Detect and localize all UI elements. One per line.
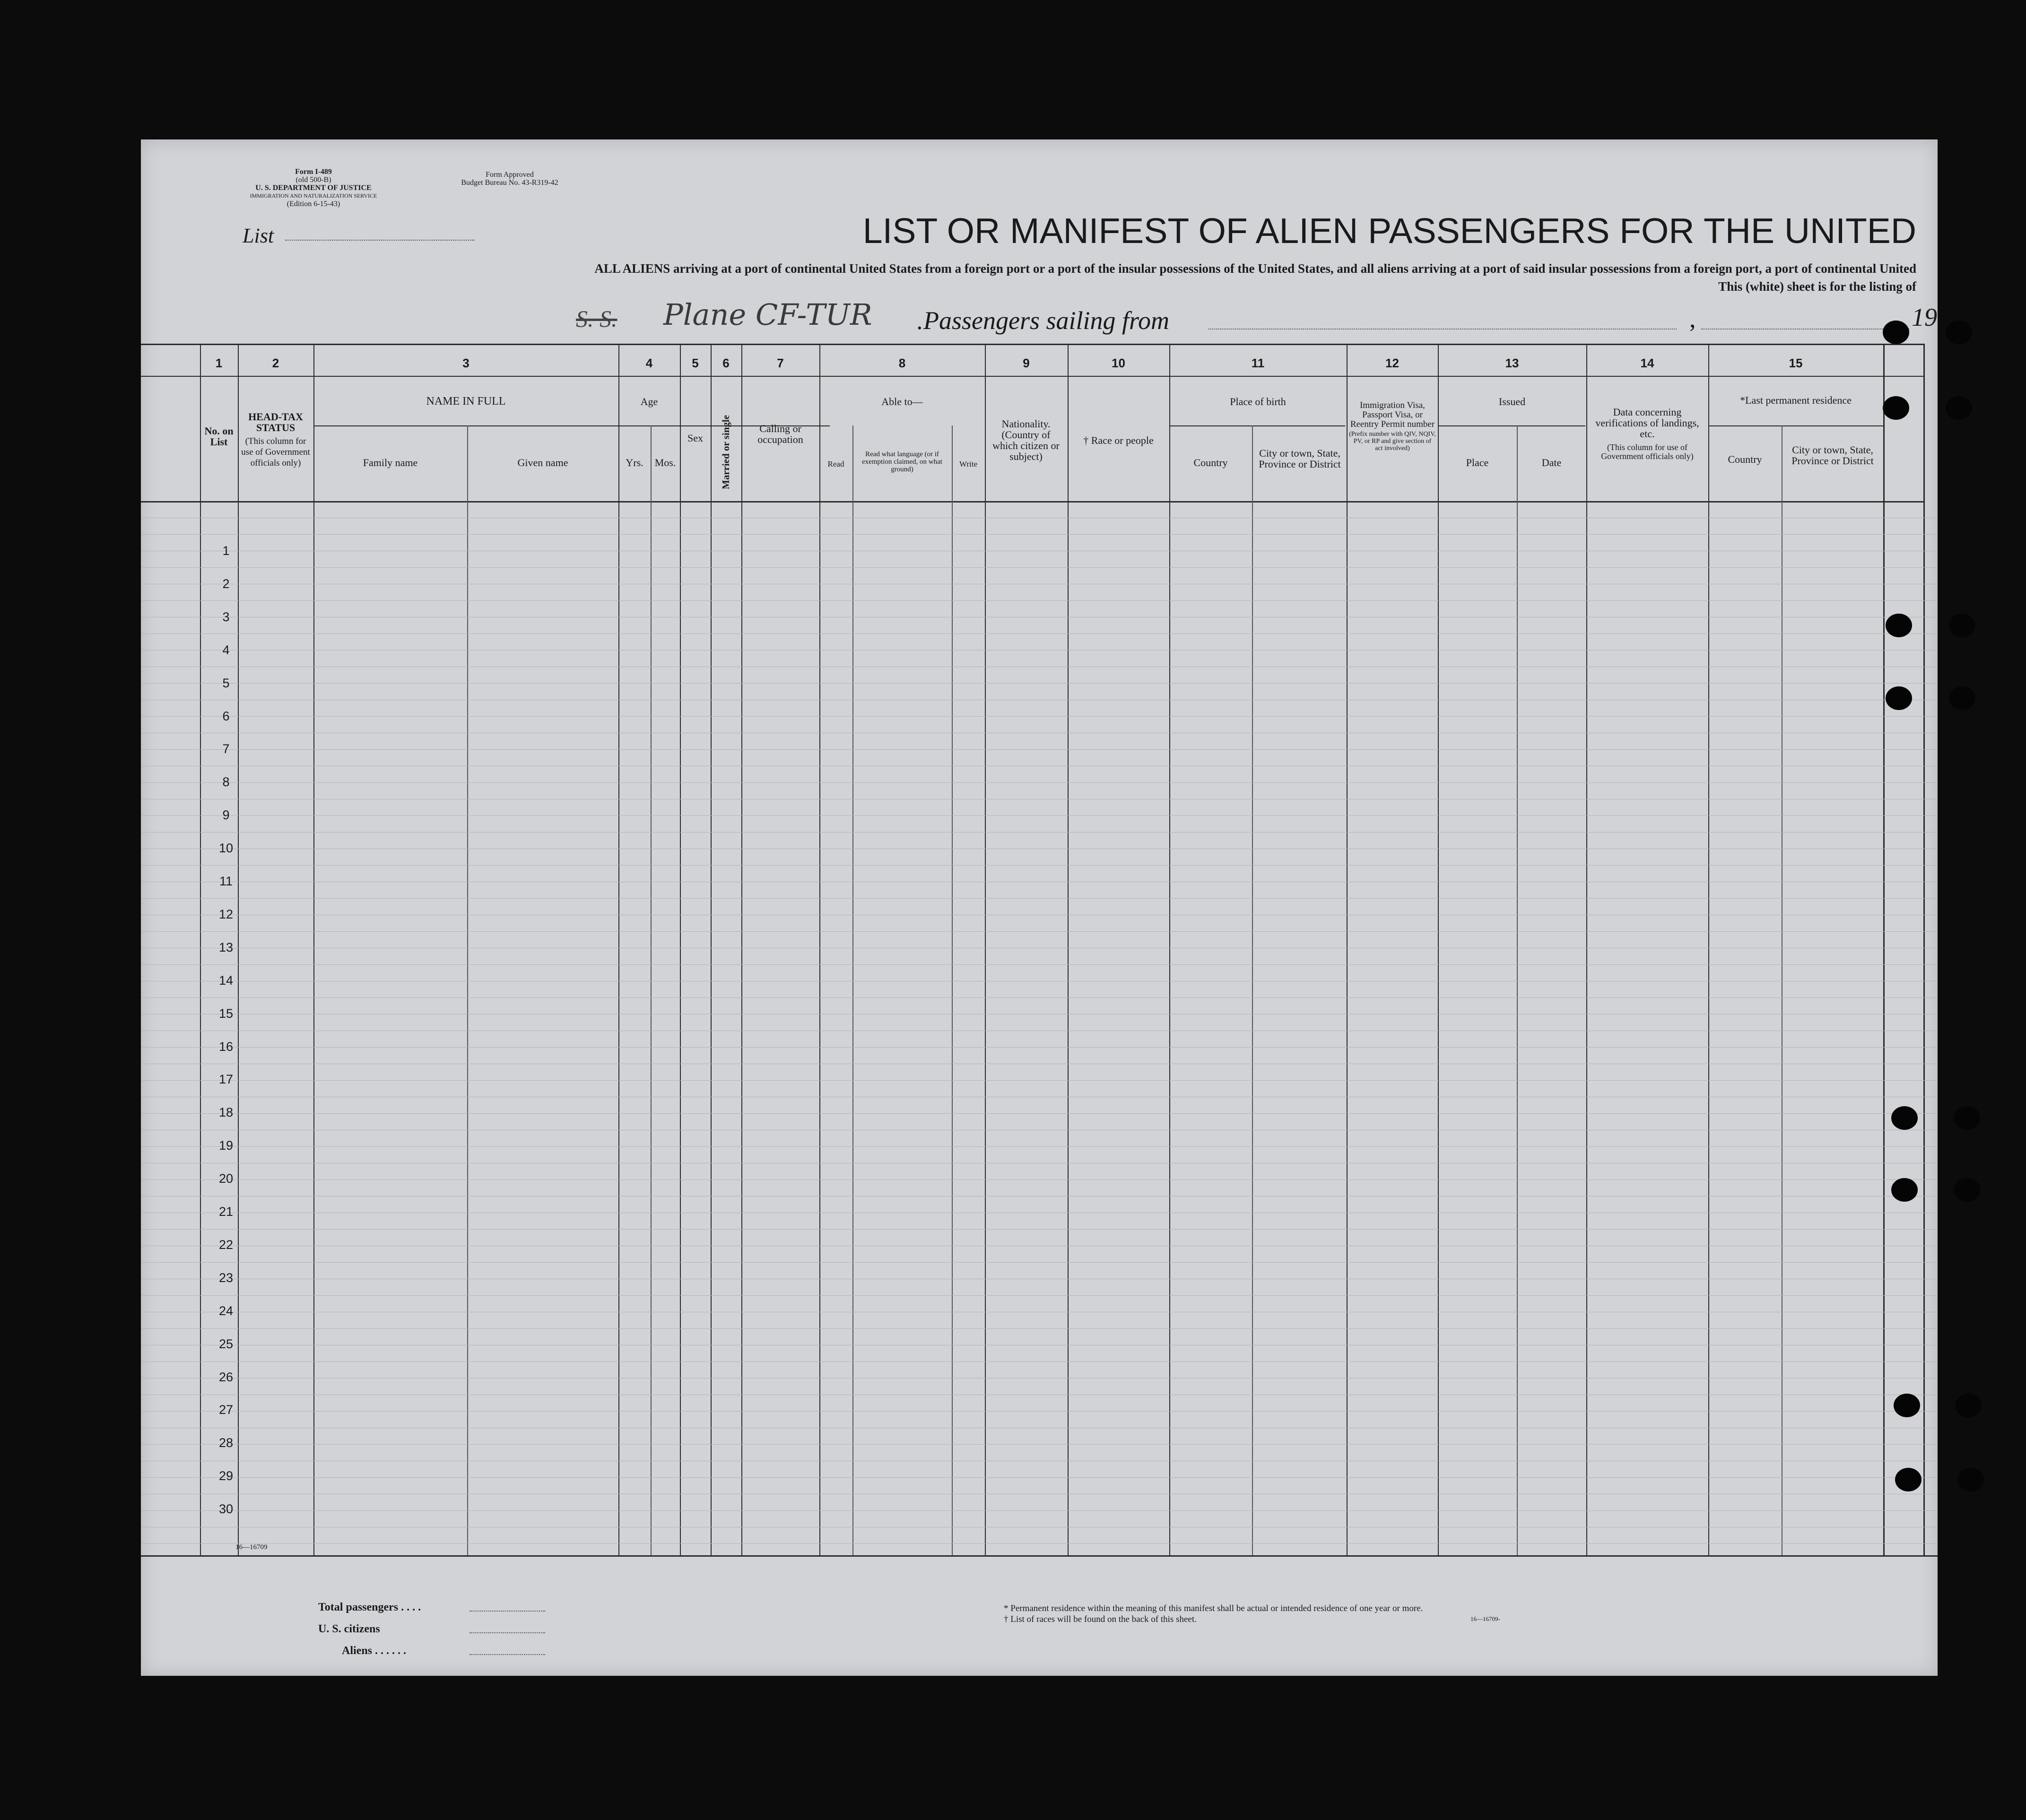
row-number: 29 bbox=[218, 1469, 234, 1483]
colnum-6: 6 bbox=[722, 356, 730, 370]
col-divider-4b bbox=[651, 425, 652, 1555]
footnote-races: † List of races will be found on the back of this sheet. bbox=[1004, 1614, 1197, 1624]
header-sex: Sex bbox=[687, 432, 703, 444]
ruled-line bbox=[141, 931, 1938, 932]
form-approved: Form Approved bbox=[486, 171, 534, 179]
punch-hole bbox=[1954, 1178, 1980, 1202]
col-divider-11b bbox=[1252, 425, 1253, 1555]
row-number: 23 bbox=[218, 1271, 234, 1285]
us-citizens-label: U. S. citizens bbox=[318, 1623, 380, 1635]
row-number: 28 bbox=[218, 1436, 234, 1450]
col-divider-15b bbox=[1782, 425, 1783, 1555]
colnum-10: 10 bbox=[1112, 356, 1125, 370]
form-old-number: (old 500-B) bbox=[296, 176, 331, 184]
col-divider-11 bbox=[1169, 344, 1170, 1555]
header-issued-date: Date bbox=[1541, 457, 1562, 468]
col-divider-7 bbox=[741, 344, 742, 1555]
ruled-line bbox=[141, 865, 1938, 866]
punch-hole bbox=[1949, 686, 1975, 710]
visa-note: (Prefix number with QIV, NQIV, PV, or RP and give section of act involved) bbox=[1349, 431, 1436, 452]
row-number: 3 bbox=[222, 610, 230, 624]
col-divider-14 bbox=[1586, 344, 1587, 1555]
total-passengers-field[interactable] bbox=[470, 1611, 545, 1612]
name-subheader-line bbox=[313, 425, 759, 426]
total-passengers-label: Total passengers . . . . bbox=[318, 1601, 421, 1613]
header-mos: Mos. bbox=[654, 457, 676, 468]
punch-hole bbox=[1894, 1394, 1920, 1417]
col-divider-3 bbox=[313, 344, 314, 1555]
header-married-single: Married or single bbox=[720, 415, 731, 489]
header-issued: Issued bbox=[1498, 396, 1526, 407]
col-divider-5 bbox=[680, 344, 681, 1555]
row-number: 22 bbox=[218, 1238, 234, 1252]
header-data-concerning bbox=[1589, 407, 1706, 461]
ruled-line bbox=[141, 1179, 1938, 1180]
ruled-line bbox=[141, 1047, 1938, 1048]
date-comma: , bbox=[1689, 304, 1696, 333]
birth-subheader-line bbox=[1169, 425, 1345, 426]
row-number: 30 bbox=[218, 1502, 234, 1516]
colnum-4: 4 bbox=[645, 356, 653, 370]
punch-hole bbox=[1891, 1106, 1918, 1130]
col-divider-4 bbox=[618, 344, 619, 1555]
row-number: 10 bbox=[218, 841, 234, 855]
header-res-city: City or town, State, Province or District bbox=[1791, 444, 1874, 467]
punch-hole bbox=[1883, 321, 1909, 344]
punch-hole bbox=[1949, 614, 1975, 637]
col-divider-15 bbox=[1708, 344, 1709, 1555]
ruled-line bbox=[141, 1477, 1938, 1478]
col-divider-9 bbox=[985, 344, 986, 1555]
ruled-line bbox=[141, 1146, 1938, 1147]
ruled-line bbox=[141, 1361, 1938, 1362]
table-top-border bbox=[141, 344, 1923, 345]
row-number: 12 bbox=[218, 907, 234, 921]
form-approval bbox=[443, 171, 576, 187]
header-calling: Calling or occupation bbox=[757, 423, 803, 445]
data-concerning-note: (This column for use of Government officials only) bbox=[1601, 442, 1694, 461]
row-number: 11 bbox=[219, 874, 233, 888]
col-divider-8b bbox=[852, 425, 853, 1555]
sheet-note: This (white) sheet is for the listing of bbox=[1718, 279, 1916, 294]
page-subtitle: ALL ALIENS arriving at a port of continental United States from a foreign port or a port of the insular possessions of the United States, and all aliens arriving at a port of said insular possessions from a foreign port, a port of continental United bbox=[594, 261, 1916, 276]
ruled-line bbox=[141, 1510, 1938, 1511]
header-read: Read bbox=[827, 459, 844, 468]
print-code: 16—16709 bbox=[235, 1543, 268, 1551]
ruled-line bbox=[141, 534, 1938, 535]
row-number: 16 bbox=[218, 1040, 234, 1054]
row-number: 25 bbox=[218, 1337, 234, 1351]
colnum-1: 1 bbox=[215, 356, 223, 370]
header-nationality: Nationality. (Country of which citizen or subject) bbox=[992, 418, 1060, 462]
sailing-label: Passengers sailing from bbox=[923, 306, 1170, 335]
footnote-residence: * Permanent residence within the meaning of this manifest shall be actual or intended residence of one year or more. bbox=[1004, 1603, 1423, 1613]
header-yrs: Yrs. bbox=[626, 457, 643, 468]
form-identification bbox=[228, 168, 399, 208]
page-title: LIST OR MANIFEST OF ALIEN PASSENGERS FOR THE UNITED bbox=[862, 211, 1916, 251]
punch-hole bbox=[1886, 614, 1912, 637]
visa-title: Immigration Visa, Passport Visa, or Reentry Permit number bbox=[1350, 400, 1435, 429]
col-divider-10 bbox=[1068, 344, 1069, 1555]
colnum-12: 12 bbox=[1385, 356, 1399, 370]
ruled-line bbox=[141, 782, 1938, 783]
col-divider-16 bbox=[1883, 344, 1885, 1555]
row-number: 13 bbox=[218, 940, 234, 954]
col-divider-right bbox=[1923, 344, 1925, 1555]
col-divider-13 bbox=[1438, 344, 1439, 1555]
punch-hole bbox=[1886, 686, 1912, 710]
ruled-line bbox=[141, 964, 1938, 965]
punch-hole bbox=[1954, 1106, 1980, 1130]
punch-hole bbox=[1946, 321, 1972, 344]
row-number: 14 bbox=[218, 973, 234, 988]
ruled-line bbox=[141, 815, 1938, 816]
ruled-line bbox=[141, 600, 1938, 601]
row-number: 6 bbox=[222, 709, 230, 723]
ruled-line bbox=[141, 716, 1938, 717]
row-number: 17 bbox=[218, 1072, 234, 1086]
row-number: 27 bbox=[218, 1403, 234, 1417]
header-family-name: Family name bbox=[363, 457, 418, 468]
residence-subheader-line bbox=[1708, 425, 1883, 426]
header-place-of-birth: Place of birth bbox=[1230, 396, 1286, 407]
header-issued-place: Place bbox=[1466, 457, 1489, 468]
ruled-line bbox=[141, 1229, 1938, 1230]
table-bottom-border bbox=[141, 1555, 1938, 1557]
data-concerning-title: Data concerning verifications of landings, etc. bbox=[1595, 406, 1699, 440]
vessel-period: . bbox=[916, 306, 923, 335]
punch-hole bbox=[1883, 396, 1909, 420]
ruled-line bbox=[141, 567, 1938, 568]
colnum-11: 11 bbox=[1251, 356, 1265, 370]
column-number-divider bbox=[141, 376, 1923, 377]
row-number: 18 bbox=[218, 1105, 234, 1119]
print-code-footer: 16—16709- bbox=[1470, 1615, 1500, 1622]
colnum-15: 15 bbox=[1789, 356, 1803, 370]
row-number: 5 bbox=[222, 676, 230, 690]
budget-bureau: Budget Bureau No. 43-R319-42 bbox=[461, 179, 558, 187]
row-number: 7 bbox=[222, 742, 230, 756]
col-divider-12 bbox=[1347, 344, 1348, 1555]
year-prefix: 19 bbox=[1912, 303, 1937, 331]
header-birth-country: Country bbox=[1193, 457, 1228, 468]
head-tax-title: HEAD-TAX STATUS bbox=[248, 411, 303, 433]
ruled-line bbox=[141, 1262, 1938, 1263]
ruled-line bbox=[141, 1328, 1938, 1329]
head-tax-note: (This column for use of Government officials only) bbox=[241, 436, 310, 468]
ruled-line bbox=[141, 683, 1938, 684]
punch-hole bbox=[1957, 1468, 1984, 1491]
aliens-label: Aliens . . . . . . bbox=[342, 1645, 407, 1657]
header-able-to: Able to— bbox=[881, 396, 923, 407]
colnum-7: 7 bbox=[777, 356, 784, 370]
ruled-line bbox=[141, 1080, 1938, 1081]
edition: (Edition 6-15-43) bbox=[287, 200, 340, 208]
col-divider-6 bbox=[711, 344, 712, 1555]
header-race: † Race or people bbox=[1083, 434, 1154, 446]
colnum-9: 9 bbox=[1023, 356, 1030, 370]
ruled-line bbox=[141, 633, 1938, 634]
col-divider-3b bbox=[467, 425, 468, 1555]
header-given-name: Given name bbox=[517, 457, 568, 468]
row-number: 20 bbox=[218, 1171, 234, 1186]
row-number: 15 bbox=[218, 1006, 234, 1021]
row-number: 1 bbox=[222, 544, 230, 558]
punch-hole bbox=[1891, 1178, 1918, 1202]
colnum-3: 3 bbox=[462, 356, 470, 370]
colnum-14: 14 bbox=[1640, 356, 1654, 370]
punch-hole bbox=[1895, 1468, 1922, 1491]
header-res-country: Country bbox=[1728, 453, 1762, 465]
manifest-sheet bbox=[141, 139, 1938, 1676]
row-number: 24 bbox=[218, 1304, 234, 1318]
header-age: Age bbox=[640, 396, 658, 407]
col-divider-8c bbox=[952, 425, 953, 1555]
header-birth-city: City or town, State, Province or District bbox=[1259, 447, 1341, 470]
row-number: 19 bbox=[218, 1138, 234, 1153]
ruled-line bbox=[141, 749, 1938, 750]
header-last-residence: *Last permanent residence bbox=[1740, 394, 1852, 406]
ruled-line bbox=[141, 1543, 1938, 1544]
row-number: 8 bbox=[222, 775, 230, 789]
header-head-tax bbox=[239, 411, 312, 468]
row-number: 21 bbox=[218, 1205, 234, 1219]
row-number: 4 bbox=[222, 643, 230, 657]
row-number: 2 bbox=[222, 577, 230, 591]
row-number: 26 bbox=[218, 1370, 234, 1384]
header-write: Write bbox=[959, 459, 978, 468]
ruled-line bbox=[141, 1411, 1938, 1412]
punch-hole bbox=[1955, 1394, 1982, 1417]
col-divider-13b bbox=[1517, 425, 1518, 1555]
ruled-line bbox=[141, 1113, 1938, 1114]
ruled-line bbox=[141, 997, 1938, 998]
us-citizens-field[interactable] bbox=[470, 1632, 545, 1633]
vessel-name-handwritten[interactable]: Plane CF-TUR bbox=[663, 297, 872, 332]
colnum-13: 13 bbox=[1505, 356, 1519, 370]
header-read-what: Read what language (or if exemption claimed, on what ground) bbox=[862, 451, 942, 473]
row-number: 9 bbox=[222, 808, 230, 822]
ruled-line bbox=[141, 1444, 1938, 1445]
colnum-2: 2 bbox=[272, 356, 279, 370]
header-visa bbox=[1349, 401, 1436, 452]
form-number: Form I-489 bbox=[295, 168, 332, 176]
issued-subheader-line bbox=[1438, 425, 1585, 426]
colnum-8: 8 bbox=[898, 356, 906, 370]
list-label: List bbox=[243, 224, 274, 247]
ss-label: S. S. bbox=[576, 305, 617, 332]
punch-hole bbox=[1946, 396, 1972, 420]
col-divider-8 bbox=[819, 344, 820, 1555]
ruled-line bbox=[141, 898, 1938, 899]
header-no-on-list: No. on List bbox=[204, 425, 234, 448]
aliens-field[interactable] bbox=[470, 1654, 545, 1655]
col-divider-1 bbox=[200, 344, 201, 1555]
department-name: U. S. DEPARTMENT OF JUSTICE bbox=[255, 184, 372, 192]
header-name-in-full: NAME IN FULL bbox=[426, 395, 506, 407]
list-number-field[interactable] bbox=[285, 240, 474, 241]
header-bottom-border bbox=[141, 501, 1923, 503]
colnum-5: 5 bbox=[692, 356, 699, 370]
ruled-line bbox=[141, 1295, 1938, 1296]
service-name: IMMIGRATION AND NATURALIZATION SERVICE bbox=[250, 192, 377, 199]
